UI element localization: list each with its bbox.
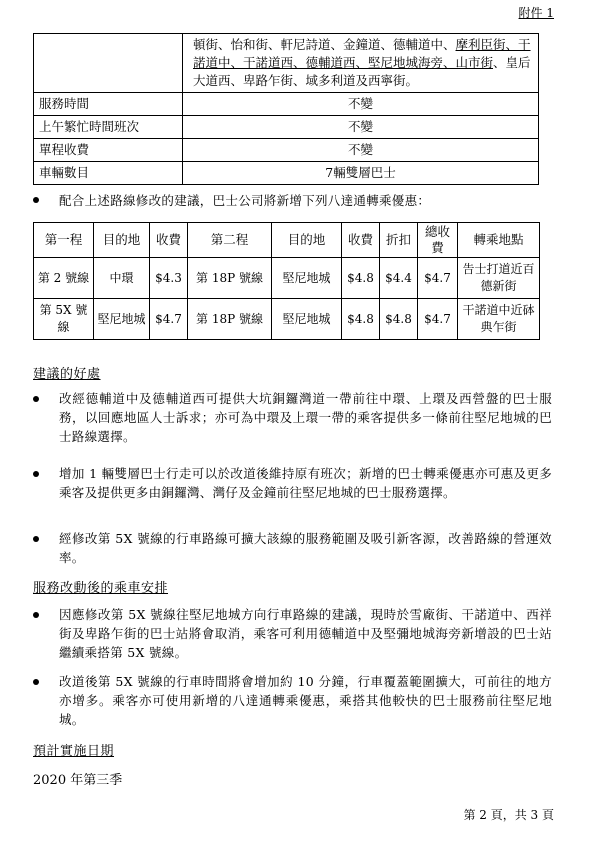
column-header: 第一程 xyxy=(34,223,94,258)
column-header: 收費 xyxy=(150,223,188,258)
table-cell: $4.8 xyxy=(380,299,418,340)
bullet-dot xyxy=(33,197,39,203)
table-cell: $4.3 xyxy=(150,258,188,299)
table-cell: 第 18P 號線 xyxy=(188,258,272,299)
bullet-dot xyxy=(33,396,39,402)
table-cell: $4.8 xyxy=(342,299,380,340)
annex-label: 附件 1 xyxy=(518,6,554,20)
implementation-date: 2020 年第三季 xyxy=(33,773,123,788)
section-heading-benefits: 建議的好處 xyxy=(33,367,101,382)
bullet-text: 增加 1 輛雙層巴士行走可以於改道後維持原有班次；新增的巴士轉乘優惠亦可惠及更多乘客及提供更多由銅鑼灣、灣仔及金鐘前往堅尼地城的巴士服務選擇。 xyxy=(59,466,552,500)
bullet-text: 經修改第 5X 號線的行車路線可擴大該線的服務範圍及吸引新客源，改善路線的營運效率。 xyxy=(59,531,552,565)
row-value: 不變 xyxy=(183,116,539,139)
octopus-interchange-table xyxy=(33,222,540,340)
column-header: 轉乘地點 xyxy=(458,223,540,258)
bullet-dot xyxy=(33,612,39,618)
route-text-part: 頓街、怡和街、軒尼詩道、金鐘道、德輔道中、 xyxy=(193,37,456,52)
route-details-table xyxy=(33,33,539,185)
row-label: 服務時間 xyxy=(34,93,183,116)
table-row xyxy=(34,139,539,162)
table-cell: 第 2 號線 xyxy=(34,258,94,299)
column-header: 折扣 xyxy=(380,223,418,258)
bullet-text: 改經德輔道中及德輔道西可提供大坑銅鑼灣道一帶前往中環、上環及西營盤的巴士服務，以回應地區人士訴求；亦可為中環及上環一帶的乘客提供多一條前往堅尼地城的巴士路線選擇。 xyxy=(59,391,552,444)
table-header-row xyxy=(34,223,540,258)
table-row xyxy=(34,299,540,340)
table-cell: 中環 xyxy=(94,258,150,299)
table-row xyxy=(34,116,539,139)
row-value: 7輛雙層巴士 xyxy=(183,162,539,185)
intro-text: 配合上述路線修改的建議，巴士公司將新增下列八達通轉乘優惠： xyxy=(59,193,431,208)
bullet-dot xyxy=(33,471,39,477)
table-cell: 干諾道中近砵典乍街 xyxy=(458,299,540,340)
table-cell: $4.7 xyxy=(150,299,188,340)
row-value: 不變 xyxy=(183,93,539,116)
table-cell: $4.7 xyxy=(418,258,458,299)
table-row xyxy=(34,258,540,299)
table-cell: 堅尼地城 xyxy=(272,299,342,340)
section-heading-arrangements: 服務改動後的乘車安排 xyxy=(33,581,169,596)
route-text-part: 、皇后大道西、卑路乍街、域多利道及西寧街。 xyxy=(193,55,531,88)
table-cell: 堅尼地城 xyxy=(94,299,150,340)
page-number: 第 2 頁，共 3 頁 xyxy=(463,808,554,822)
route-row xyxy=(34,34,539,93)
route-text-part-underlined: 摩利臣街、干諾道中、干諾道西、德輔道西、堅尼地城海旁、山市街 xyxy=(193,37,531,70)
section-heading-implementation: 預計實施日期 xyxy=(33,744,115,759)
table-cell: 第 5X 號線 xyxy=(34,299,94,340)
bullet-dot xyxy=(33,536,39,542)
column-header: 收費 xyxy=(342,223,380,258)
column-header: 總收費 xyxy=(418,223,458,258)
table-row xyxy=(34,93,539,116)
table-cell: 告士打道近百德新街 xyxy=(458,258,540,299)
row-value: 不變 xyxy=(183,139,539,162)
column-header: 目的地 xyxy=(272,223,342,258)
route-label-cell xyxy=(34,34,183,93)
column-header: 目的地 xyxy=(94,223,150,258)
row-label: 單程收費 xyxy=(34,139,183,162)
table-row xyxy=(34,162,539,185)
route-text-cell xyxy=(183,34,539,93)
table-cell: 第 18P 號線 xyxy=(188,299,272,340)
bullet-dot xyxy=(33,679,39,685)
table-cell: $4.8 xyxy=(342,258,380,299)
table-cell: $4.7 xyxy=(418,299,458,340)
row-label: 上午繁忙時間班次 xyxy=(34,116,183,139)
row-label: 車輛數目 xyxy=(34,162,183,185)
table-cell: $4.4 xyxy=(380,258,418,299)
bullet-text: 因應修改第 5X 號線往堅尼地城方向行車路線的建議，現時於雪廠街、干諾道中、西祥街及卑路乍街的巴士站將會取消，乘客可利用德輔道中及堅彌地城海旁新增設的巴士站繼續乘搭第 5X 號線。 xyxy=(59,607,552,660)
table-cell: 堅尼地城 xyxy=(272,258,342,299)
bullet-text: 改道後第 5X 號線的行車時間將會增加約 10 分鐘，行車覆蓋範圍擴大，可前往的地方亦增多。乘客亦可使用新增的八達通轉乘優惠，乘搭其他較快的巴士服務前往堅尼地城。 xyxy=(59,674,552,727)
column-header: 第二程 xyxy=(188,223,272,258)
